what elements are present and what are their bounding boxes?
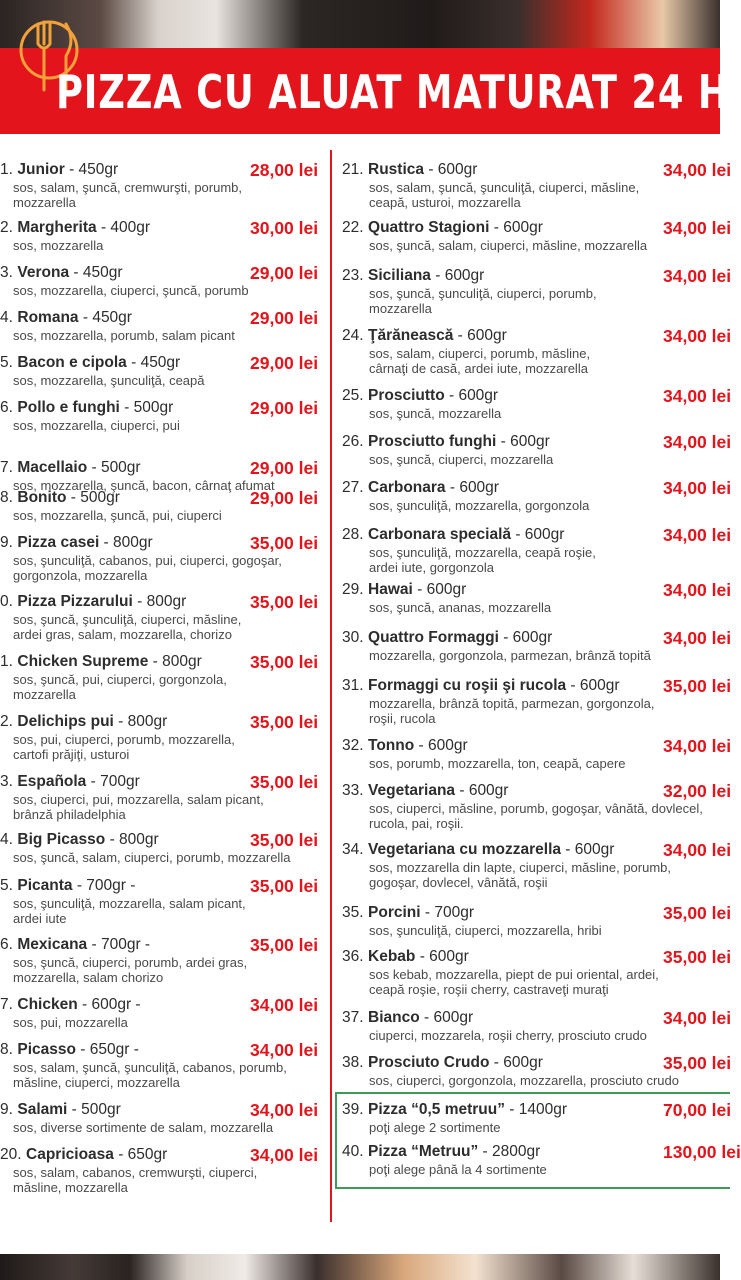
menu-item [0,308,319,343]
menu-item-description: sos, diverse sortimente de salam, mozzarella [13,1120,274,1135]
menu-item-description: mozzarella, salam chorizo [13,970,164,985]
menu-item-price: 28,00 lei [250,160,319,180]
menu-item-description: ceapă, usturoi, mozzarella [369,195,521,210]
menu-item-weight: - 800gr [105,831,159,848]
menu-item-name: Chicken [17,996,78,1013]
menu-item-price: 29,00 lei [250,308,319,328]
menu-item [0,1145,319,1195]
menu-item-description: ciuperci, mozzarela, roşii cherry, prosciuto crudo [369,1028,647,1043]
menu-item [342,1008,732,1043]
menu-item-description: sos, şuncă, şunculiţă, ciuperci, porumb, [369,286,597,301]
menu-item [342,266,732,316]
menu-item-number: 3. [0,773,13,790]
menu-item-header [342,676,732,696]
menu-item-weight: - 600gr [561,841,615,858]
menu-item-header [0,398,319,418]
menu-item-name: Española [17,773,87,790]
menu-item-weight: - 600gr [412,581,467,598]
menu-item-price: 35,00 lei [250,876,319,896]
menu-item-name: Prosciutto [368,387,445,404]
menu-item-number: 29. [342,581,364,598]
menu-item-price: 29,00 lei [250,398,319,418]
menu-item [342,628,732,663]
menu-item-description: sos, mozzarella, şuncă, bacon, cârnaţ afumat [13,478,275,493]
menu-item [0,488,319,523]
menu-item-number: 2. [0,219,13,236]
menu-item-description: sos, mozzarella, şuncă, pui, ciuperci [13,508,222,523]
menu-item-name: Macellaio [17,459,88,476]
menu-item-price: 35,00 lei [663,947,732,967]
menu-item-price: 34,00 lei [663,432,732,452]
menu-item-number: 1. [0,161,13,178]
menu-item-description: sos, mozzarella [13,238,104,253]
menu-item-number: 38. [342,1054,364,1071]
menu-item [0,160,319,210]
menu-item-name: Pollo e funghi [17,399,120,416]
menu-item-number: 0. [0,593,13,610]
menu-item-number: 3. [0,264,13,281]
top-food-photo-strip [0,0,720,50]
menu-item-description: gogoşar, dovlecel, vânătă, roşii [369,875,548,890]
menu-item [0,1100,319,1135]
menu-item-description: sos, şuncă, ciuperci, porumb, ardei gras, [13,955,248,970]
menu-item-price: 34,00 lei [663,1008,732,1028]
menu-item-header [342,1053,732,1073]
menu-item-weight: - 600gr [511,526,565,543]
menu-item-header [0,935,319,955]
menu-item-number: 9. [0,534,13,551]
menu-item-number: 27. [342,479,364,496]
menu-item-name: Picasso [17,1041,76,1058]
menu-item-number: 9. [0,1101,13,1118]
menu-item-name: Kebab [368,948,416,965]
menu-item-header [0,353,319,373]
menu-item-name: Prosciuto Crudo [368,1054,490,1071]
menu-item-name: Picanta [17,877,73,894]
menu-item-header [342,386,732,406]
menu-item-description: ceapă roşie, roşii cherry, castraveţi muraţi [369,982,609,997]
menu-item-weight: - 800gr [99,534,153,551]
menu-item-header [0,772,319,792]
menu-item-header [0,1100,319,1120]
menu-item-header [342,840,732,860]
menu-item-description: sos, mozzarella din lapte, ciuperci, măsline, porumb, [369,860,672,875]
menu-item [0,772,319,822]
menu-item-name: Ţărănească [368,327,454,344]
menu-item-name: Pizza casei [17,534,100,551]
menu-item [342,160,732,210]
menu-item-price: 29,00 lei [250,488,319,508]
menu-item-header [342,160,732,180]
menu-item-header [0,592,319,612]
menu-item-weight: - 600gr [430,267,485,284]
menu-item-number: 28. [342,526,364,543]
column-divider [330,150,332,1222]
menu-item-header [0,712,319,732]
menu-item [0,712,319,762]
menu-item-price: 35,00 lei [250,652,319,672]
menu-item-header [342,326,732,346]
menu-item-description: sos, şunculiţă, mozzarella, gorgonzola [369,498,590,513]
menu-item [0,1040,319,1090]
menu-item-header [342,1008,732,1028]
menu-item-number: 33. [342,782,364,799]
menu-item-name: Margherita [17,219,97,236]
menu-item-price: 35,00 lei [250,712,319,732]
menu-item-header [342,525,732,545]
menu-item-number: 5. [0,877,13,894]
menu-item-name: Vegetariana [368,782,456,799]
menu-item [342,903,732,938]
menu-item-description: mozzarella [369,301,432,316]
menu-item-weight: - 700gr - [72,877,136,894]
menu-item-weight: - 700gr - [87,936,151,953]
menu-item-price: 30,00 lei [250,218,319,238]
menu-item-number: 6. [0,936,13,953]
page-title: PIZZA CU ALUAT MATURAT 24 H [56,65,730,119]
menu-item-description: roşii, rucola [369,711,436,726]
menu-item-header [0,218,319,238]
menu-item-number: 30. [342,629,364,646]
menu-item-description: sos, mozzarella, ciuperci, şuncă, porumb [13,283,249,298]
menu-item-description: sos, şunculiţă, mozzarella, ceapă roşie, [369,545,596,560]
menu-item [0,935,319,985]
menu-item-header [0,1145,319,1165]
menu-item-number: 25. [342,387,364,404]
menu-item-number: 8. [0,489,13,506]
menu-item-description: sos, mozzarella, ciuperci, pui [13,418,180,433]
menu-item-weight: - 600gr [445,479,499,496]
menu-item-name: Bonito [17,489,67,506]
menu-item-price: 34,00 lei [663,218,732,238]
menu-item-name: Prosciutto funghi [368,433,497,450]
menu-item-weight: - 600gr [419,1009,474,1026]
menu-item-description: rucola, pai, roşii. [369,816,464,831]
menu-item-weight: - 600gr [498,629,553,646]
menu-item-description: sos, şunculiţă, ciuperci, mozzarella, hribi [369,923,602,938]
menu-item-name: Carbonara [368,479,446,496]
menu-item-description: sos, ciuperci, măsline, porumb, gogoşar, vânătă, dovlecel, [369,801,703,816]
menu-item-name: Porcini [368,904,421,921]
menu-item-description: poţi alege până la 4 sortimente [369,1162,547,1177]
menu-item-price: 34,00 lei [663,525,732,545]
menu-item-name: Mexicana [17,936,88,953]
menu-item-description: sos, salam, şuncă, şunculiţă, cabanos, porumb, [13,1060,287,1075]
menu-item-price: 35,00 lei [250,772,319,792]
menu-item-weight: - 600gr [453,327,507,344]
menu-item-price: 34,00 lei [663,840,732,860]
menu-item-description: sos, salam, şuncă, şunculiţă, ciuperci, măsline, [369,180,640,195]
menu-item-number: 39. [342,1101,364,1118]
menu-item-price: 35,00 lei [250,592,319,612]
menu-item-price: 29,00 lei [250,263,319,283]
menu-item-number: 21. [342,161,364,178]
bottom-food-photo-strip [0,1254,720,1280]
menu-item-description: sos, salam, ciuperci, porumb, măsline, [369,346,591,361]
menu-item-price: 29,00 lei [250,458,319,478]
menu-item-price: 34,00 lei [663,266,732,286]
menu-item [0,830,319,865]
menu-item-description: sos, salam, cabanos, cremwurşti, ciuperci, [13,1165,258,1180]
menu-item [0,398,319,433]
menu-item-header [0,458,319,478]
menu-item-number: 6. [0,399,13,416]
menu-item-header [342,478,732,498]
menu-item-description: sos, pui, mozzarella [13,1015,128,1030]
menu-item [342,525,732,575]
menu-item-price: 34,00 lei [250,1040,319,1060]
menu-item-description: sos, şuncă, salam, ciuperci, măsline, mozzarella [369,238,648,253]
menu-item-description: sos, şunculiţă, mozzarella, salam picant, [13,896,246,911]
menu-item-header [0,1040,319,1060]
menu-item-number: 20. [0,1146,22,1163]
menu-item-number: 5. [0,354,13,371]
menu-item-number: 36. [342,948,364,965]
menu-item-price: 35,00 lei [250,830,319,850]
menu-item-description: poţi alege 2 sortimente [369,1120,501,1135]
menu-item-price: 35,00 lei [663,903,732,923]
menu-item-weight: - 450gr [64,161,119,178]
menu-item-weight: - 450gr [78,309,132,326]
menu-item-description: sos, şuncă, şunculiţă, ciuperci, măsline, [13,612,242,627]
menu-item-description: sos, şuncă, salam, ciuperci, porumb, mozzarella [13,850,291,865]
menu-item-description: mozzarella [13,195,76,210]
menu-item-header [342,266,732,286]
menu-item-weight: - 500gr [87,459,141,476]
menu-item-description: sos, salam, şuncă, cremwurşti, porumb, [13,180,243,195]
menu-item-weight: - 600gr [455,782,509,799]
menu-item-number: 4. [0,309,13,326]
menu-item-description: sos, ciuperci, gorgonzola, mozzarella, prosciuto crudo [369,1073,679,1088]
menu-item-header [0,876,319,896]
menu-item-description: sos, şuncă, pui, ciuperci, gorgonzola, [13,672,227,687]
menu-item-description: ardei iute [13,911,67,926]
menu-item-header [342,432,732,452]
menu-item-header [342,628,732,648]
menu-item-header [0,160,319,180]
menu-item [0,263,319,298]
menu-item-number: 4. [0,831,13,848]
menu-item-price: 29,00 lei [250,353,319,373]
menu-item-number: 24. [342,327,364,344]
menu-item-weight: - 600gr [496,433,550,450]
menu-item [342,580,732,615]
menu-item-name: Carbonara specială [368,526,512,543]
menu-item-description: sos, şuncă, ciuperci, mozzarella [369,452,554,467]
menu-item-name: Rustica [368,161,425,178]
menu-item-price: 70,00 lei [663,1100,732,1120]
menu-item-header [342,781,732,801]
menu-item-name: Formaggi cu roşii şi rucola [368,677,567,694]
menu-item-weight: - 600gr [489,1054,543,1071]
menu-item-price: 34,00 lei [663,386,732,406]
menu-item-number: 32. [342,737,364,754]
menu-item-name: Big Picasso [17,831,106,848]
menu-item-description: sos, pui, ciuperci, porumb, mozzarella, [13,732,235,747]
menu-item-weight: - 800gr [148,653,202,670]
menu-item-header [0,652,319,672]
menu-item-price: 35,00 lei [663,676,732,696]
menu-item-name: Junior [17,161,65,178]
menu-item [0,652,319,702]
menu-item-weight: - 700gr [420,904,474,921]
menu-item-price: 34,00 lei [663,326,732,346]
menu-item-price: 34,00 lei [663,160,732,180]
menu-item-name: Romana [17,309,79,326]
menu-item-number: 7. [0,459,13,476]
menu-item-header [342,903,732,923]
menu-item-price: 34,00 lei [663,736,732,756]
menu-item-description: ardei iute, gorgonzola [369,560,495,575]
menu-item-description: mozzarella, gorgonzola, parmezan, brânză topită [369,648,651,663]
menu-item-name: Siciliana [368,267,431,284]
menu-item-name: Pizza “Metruu” [368,1143,479,1160]
menu-item-description: măsline, ciuperci, mozzarella [13,1075,180,1090]
menu-item [342,947,732,997]
menu-item-number: 7. [0,996,13,1013]
menu-item-weight: - 650gr [113,1146,168,1163]
menu-item-header [342,947,732,967]
menu-item [0,218,319,253]
menu-item-name: Pizza “0,5 metruu” [368,1101,505,1118]
menu-item [0,876,319,926]
menu-item-header [0,995,319,1015]
menu-item-description: mozzarella, brânză topită, parmezan, gorgonzola, [369,696,655,711]
menu-item-number: 35. [342,904,364,921]
menu-item-weight: - 650gr - [76,1041,139,1058]
menu-item-description: sos, şuncă, mozzarella [369,406,502,421]
menu-item-description: sos, şunculiţă, cabanos, pui, ciuperci, gogoşar, [13,553,282,568]
menu-item-header [0,830,319,850]
menu-item-name: Salami [17,1101,68,1118]
menu-item-description: sos, porumb, mozzarella, ton, ceapă, capere [369,756,626,771]
menu-item-description: sos, mozzarella, porumb, salam picant [13,328,235,343]
menu-item-weight: - 600gr [424,161,478,178]
menu-item-name: Quattro Stagioni [368,219,490,236]
menu-item-price: 35,00 lei [663,1053,732,1073]
menu-item-weight: - 450gr [69,264,123,281]
menu-item-name: Tonno [368,737,415,754]
menu-item-weight: - 450gr [126,354,181,371]
menu-item-weight: - 800gr [132,593,187,610]
menu-item-weight: - 500gr [119,399,174,416]
menu-item [342,326,732,376]
menu-item-weight: - 600gr [444,387,499,404]
menu-item-description: măsline, mozzarella [13,1180,128,1195]
menu-item-price: 34,00 lei [663,580,732,600]
menu-item-price: 34,00 lei [250,1145,319,1165]
menu-item-number: 34. [342,841,364,858]
menu-item-price: 35,00 lei [250,935,319,955]
menu-item-number: 8. [0,1041,13,1058]
menu-item-name: Verona [17,264,70,281]
menu-item-weight: - 500gr [67,1101,121,1118]
menu-item-name: Capricioasa [26,1146,114,1163]
menu-item-header [342,218,732,238]
menu-item-number: 26. [342,433,364,450]
menu-item [342,386,732,421]
menu-item-number: 1. [0,653,13,670]
menu-item-header [0,308,319,328]
menu-item-price: 32,00 lei [663,781,732,801]
menu-item-weight: - 600gr [566,677,620,694]
menu-item-number: 37. [342,1009,364,1026]
menu-item-header [342,580,732,600]
menu-item-number: 2. [0,713,13,730]
menu-item-price: 34,00 lei [250,995,319,1015]
menu-item-number: 22. [342,219,364,236]
menu-item-weight: - 600gr [414,737,468,754]
menu-item-header [0,263,319,283]
special-offer-box [335,1092,730,1189]
menu-item-header [0,533,319,553]
menu-item [342,781,732,831]
menu-item-weight: - 500gr [66,489,120,506]
menu-item-name: Hawai [368,581,413,598]
menu-item-header [342,736,732,756]
menu-item-weight: - 700gr [86,773,140,790]
menu-item [0,353,319,388]
menu-item-weight: - 600gr - [77,996,141,1013]
menu-item [342,840,732,890]
menu-item [342,218,732,253]
menu-item-weight: - 400gr [96,219,151,236]
menu-item [342,478,732,513]
menu-item [0,995,319,1030]
menu-item-name: Pizza Pizzarului [17,593,133,610]
menu-item-description: ardei gras, salam, mozzarella, chorizo [13,627,232,642]
menu-item-name: Chicken Supreme [17,653,149,670]
menu-item-description: sos, şuncă, ananas, mozzarella [369,600,552,615]
menu-item-price: 35,00 lei [250,533,319,553]
menu-item-name: Bacon e cipola [17,354,127,371]
menu-item-description: sos kebab, mozzarella, piept de pui oriental, ardei, [369,967,659,982]
menu-item-description: brânză philadelphia [13,807,126,822]
menu-item-price: 130,00 lei [663,1142,741,1162]
menu-item-description: cartofi prăjiţi, usturoi [13,747,130,762]
menu-item [342,676,732,726]
menu-item [0,533,319,583]
menu-item-description: cârnaţi de casă, ardei iute, mozzarella [369,361,588,376]
menu-item-header [0,488,319,508]
menu-item-name: Quattro Formaggi [368,629,499,646]
menu-item-price: 34,00 lei [663,478,732,498]
menu-item-description: sos, mozzarella, şunculiţă, ceapă [13,373,205,388]
menu-item-price: 34,00 lei [250,1100,319,1120]
menu-item [0,592,319,642]
menu-item-number: 40. [342,1143,364,1160]
menu-item-weight: - 600gr [489,219,543,236]
menu-item-name: Vegetariana cu mozzarella [368,841,561,858]
menu-item-weight: - 2800gr [478,1143,541,1160]
menu-item-name: Bianco [368,1009,420,1026]
menu-item-weight: - 1400gr [504,1101,568,1118]
menu-item-number: 31. [342,677,364,694]
menu-item-description: gorgonzola, mozzarella [13,568,148,583]
menu-item-weight: - 800gr [113,713,168,730]
menu-item [342,1053,732,1088]
menu-item-number: 23. [342,267,364,284]
menu-item [342,736,732,771]
menu-item [342,432,732,467]
menu-item-description: sos, ciuperci, pui, mozzarella, salam picant, [13,792,264,807]
menu-item-description: mozzarella [13,687,76,702]
menu-item-weight: - 600gr [415,948,469,965]
menu-item-price: 34,00 lei [663,628,732,648]
menu-item-name: Delichips pui [17,713,114,730]
